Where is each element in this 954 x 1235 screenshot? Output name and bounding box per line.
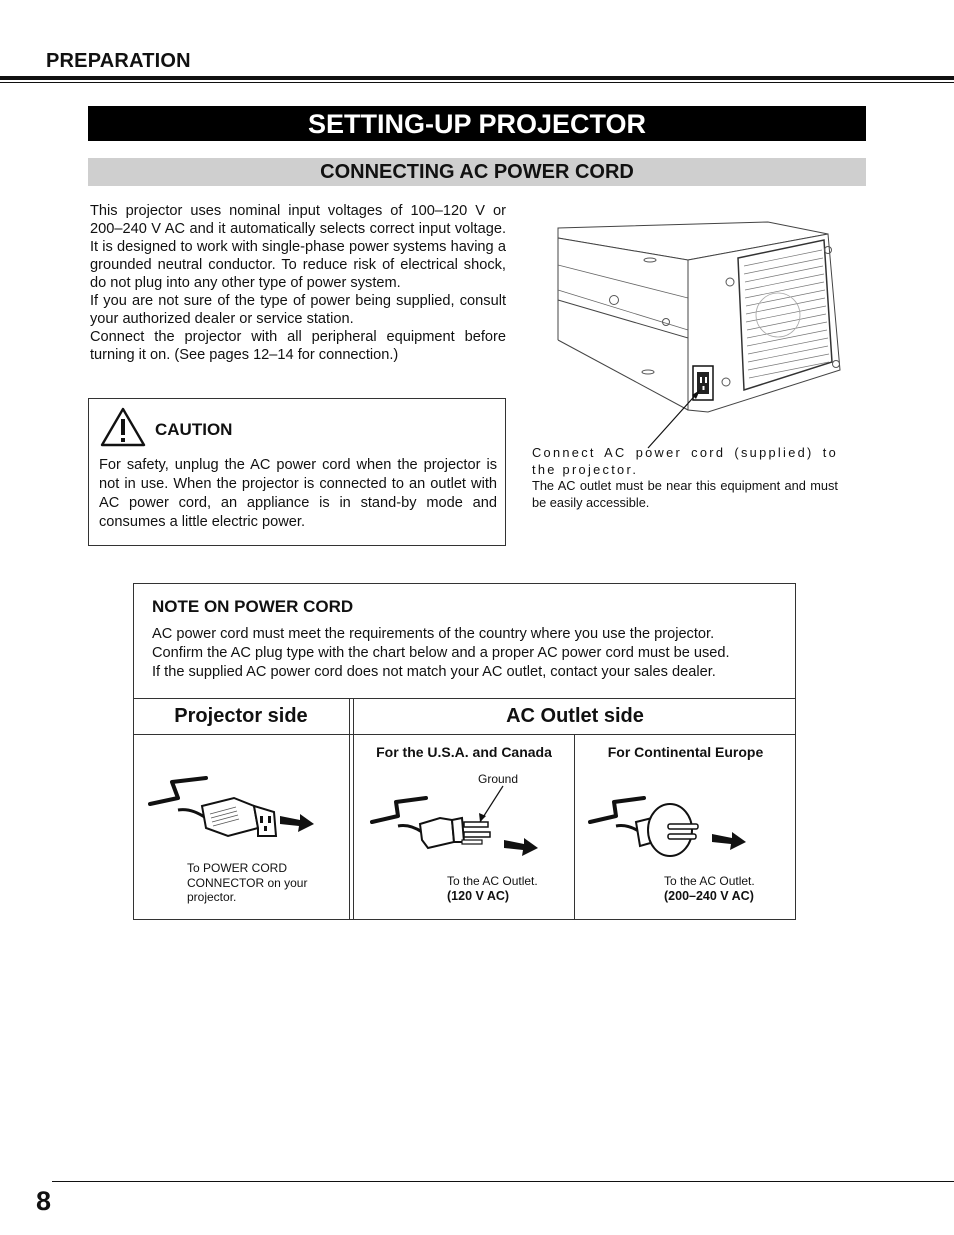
table-top-rule [133,698,796,699]
intro-paragraph-3: Connect the projector with all peripheral equipment before turning it on. (See pages 12–14 for connection.) [90,329,506,363]
usa-caption: To the AC Outlet. [447,874,538,888]
us-plug-icon [368,784,548,864]
note-line-1: AC power cord must meet the requirements of the country where you use the projector. [152,626,715,642]
outlet-side-header: AC Outlet side [506,705,644,727]
note-line-2: Confirm the AC plug type with the chart below and a proper AC power cord must be used. [152,645,730,661]
warning-icon [100,407,146,447]
projector-caption-l2: CONNECTOR on your [187,875,308,890]
note-text [152,625,782,682]
usa-voltage: (120 V AC) [447,889,510,903]
table-divider-3 [574,734,575,920]
intro-paragraph-2: If you are not sure of the type of power being supplied, consult your authorized dealer or service station. [90,293,506,327]
iec-connector-icon [148,776,323,856]
europe-caption: To the AC Outlet. [664,874,755,888]
section-label: PREPARATION [46,50,191,72]
page-number: 8 [36,1186,52,1216]
projector-caption-line2: The AC outlet must be near this equipment and must be easily accessible. [532,478,838,510]
caution-title: CAUTION [155,420,233,439]
footer-rule [52,1181,954,1182]
caution-text: For safety, unplug the AC power cord when the projector is not in use. When the projector is connected to an outlet with AC power cord, an appliance is in stand-by mode and consumes a little electric power. [99,457,497,530]
header-rule-thin [0,82,954,83]
note-line-3: If the supplied AC power cord does not match your AC outlet, contact your sales dealer. [152,664,716,680]
note-title: NOTE ON POWER CORD [152,597,354,616]
ground-label: Ground [478,772,519,786]
table-divider-2 [353,698,354,920]
intro-text [90,202,506,364]
intro-paragraph-1: This projector uses nominal input voltages of 100–120 V or 200–240 V AC and it automatically selects correct input voltage. It is designed to work with single-phase power systems having a grounded neutral conductor. To reduce risk of electrical shock, do not plug into any other type of power system. [90,203,506,291]
projector-side-caption [187,861,337,905]
projector-caption [532,445,838,511]
europe-voltage: (200–240 V AC) [664,889,754,903]
section-subtitle: CONNECTING AC POWER CORD [88,158,866,186]
table-divider-1 [349,698,350,920]
page-title: SETTING-UP PROJECTOR [88,106,866,141]
projector-caption-line1: Connect AC power cord (supplied) to the projector. [532,445,838,477]
eu-plug-icon [588,784,768,864]
continental-europe-header: For Continental Europe [607,744,764,760]
projector-caption-l3: projector. [187,890,237,904]
projector-side-header: Projector side [174,705,308,727]
header-rule [0,76,954,80]
usa-canada-header: For the U.S.A. and Canada [376,744,552,760]
projector-illustration [548,220,846,450]
projector-caption-l1: To POWER CORD [187,861,288,875]
table-header-rule [133,734,796,735]
